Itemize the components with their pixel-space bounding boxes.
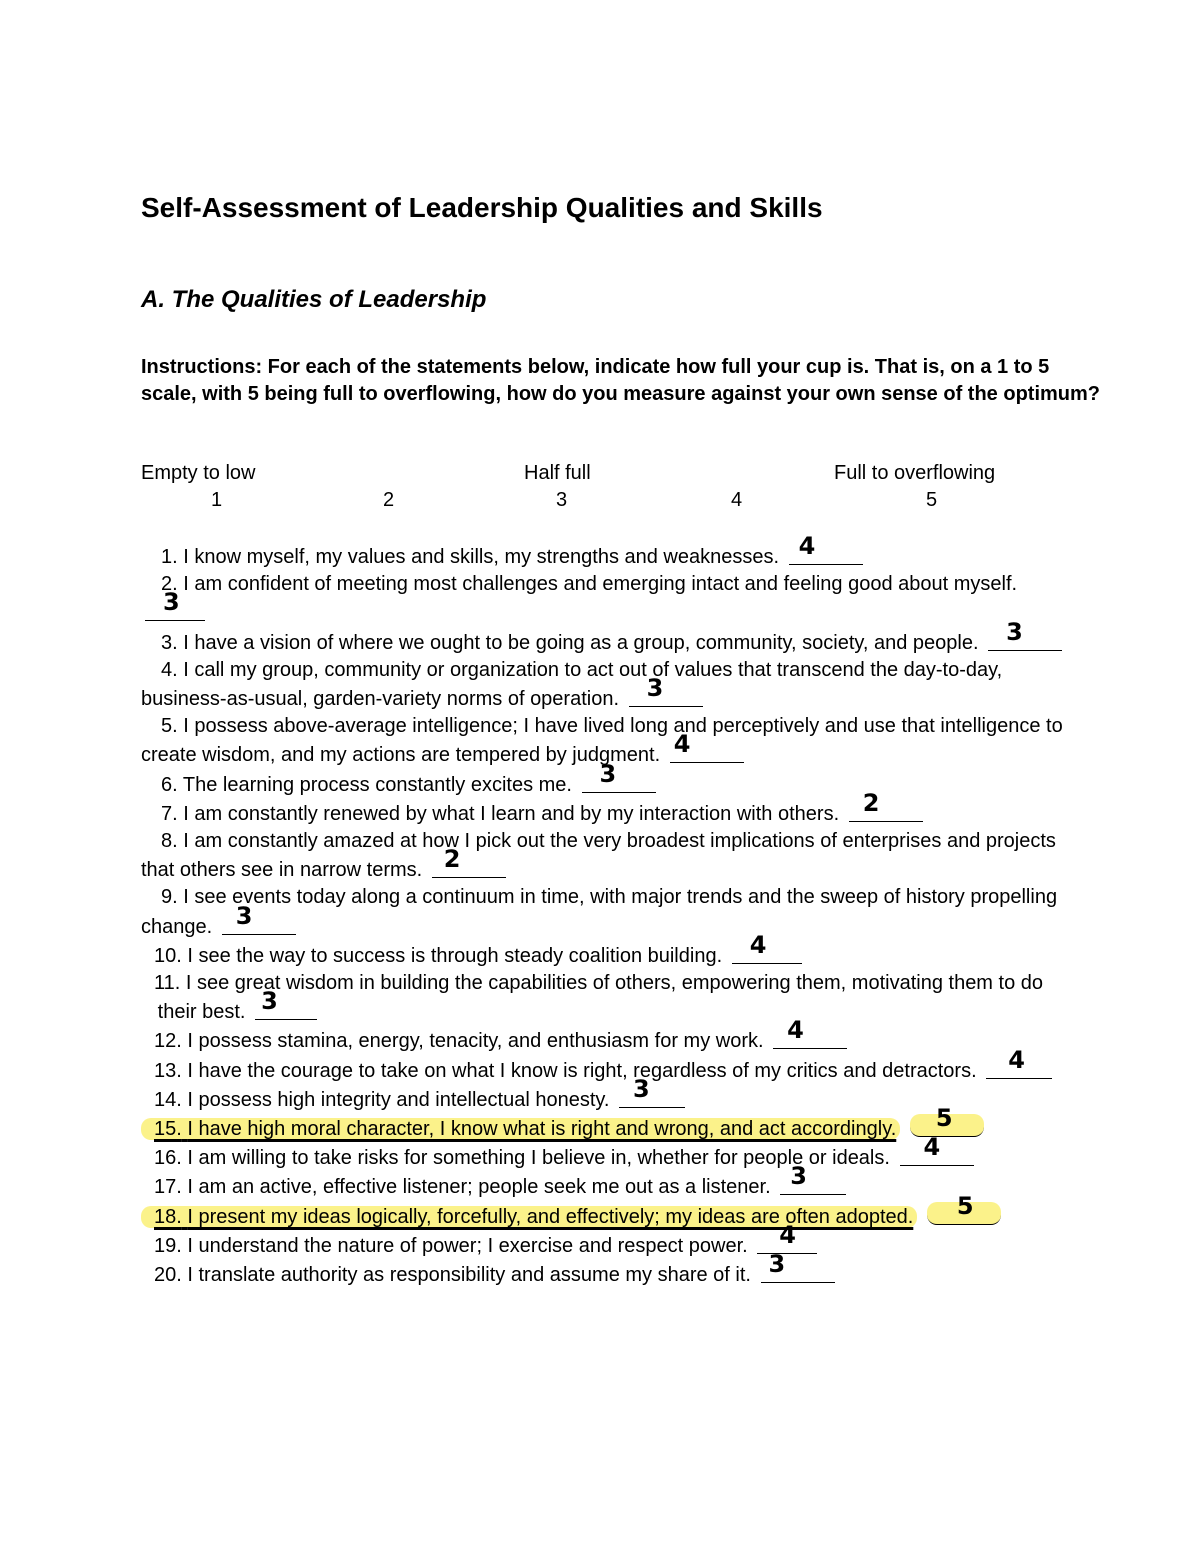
handwritten-answer: 3 xyxy=(633,1074,650,1103)
statement-number: 11. xyxy=(154,972,181,995)
answer-blank xyxy=(761,1250,835,1283)
statement-text: I am constantly renewed by what I learn and by my interaction with others. xyxy=(183,802,840,825)
statement-number: 1. xyxy=(161,546,178,568)
statement-number: 14. xyxy=(154,1088,182,1111)
scale-number-5: 5 xyxy=(926,489,938,511)
statement-number: 3. xyxy=(161,631,178,654)
statement-number: 4. xyxy=(161,658,178,681)
answer-blank xyxy=(629,674,703,707)
statement-item xyxy=(141,1045,1081,1085)
statement-text: The learning process constantly excites me. xyxy=(182,773,572,796)
statement-text: I have high moral character, I know what is right and wrong, and act accordingly. xyxy=(187,1118,897,1141)
answer-blank xyxy=(255,987,317,1020)
statement-text: I have the courage to take on what I know is right, regardless of my critics and detractors. xyxy=(187,1059,977,1082)
answer-blank xyxy=(900,1133,974,1166)
scale-label-low: Empty to low xyxy=(141,462,256,484)
statement-number: 10. xyxy=(154,944,182,967)
statement-item xyxy=(141,970,1081,1026)
answer-blank xyxy=(780,1162,846,1195)
answer-blank xyxy=(145,588,205,621)
statement-item xyxy=(141,1220,1081,1260)
answer-blank xyxy=(849,788,923,822)
answer-blank xyxy=(582,759,656,793)
answer-blank xyxy=(988,617,1062,651)
statement-text: I possess high integrity and intellectual honesty. xyxy=(187,1088,610,1111)
statement-number: 9. xyxy=(161,886,178,909)
statement-number: 8. xyxy=(161,830,178,853)
statement-item xyxy=(141,930,1081,970)
answer-blank xyxy=(222,901,296,935)
answer-blank xyxy=(757,1220,817,1254)
statement-text: I am an active, effective listener; people seek me out as a listener. xyxy=(187,1176,771,1199)
scale-number-3: 3 xyxy=(556,489,568,511)
handwritten-answer: 3 xyxy=(599,759,617,788)
handwritten-answer: 3 xyxy=(261,987,278,1016)
statement-text: I understand the nature of power; I exercise and respect power. xyxy=(187,1234,748,1257)
handwritten-answer: 4 xyxy=(798,532,816,560)
statement-number: 5. xyxy=(161,715,178,738)
statement-item xyxy=(141,571,1081,627)
statement-item xyxy=(141,617,1081,657)
section-heading: A. The Qualities of Leadership xyxy=(141,286,487,313)
statement-text: I am willing to take risks for something I believe in, whether for people or ideals. xyxy=(187,1147,890,1170)
answer-blank xyxy=(927,1191,1001,1225)
statement-item xyxy=(141,828,1081,884)
handwritten-answer: 3 xyxy=(790,1162,807,1191)
statement-number: 17. xyxy=(154,1176,182,1199)
scale-label-half: Half full xyxy=(524,462,591,484)
statement-number: 7. xyxy=(161,802,178,825)
highlighted-statement xyxy=(141,1118,900,1140)
statement-text: I see great wisdom in building the capabilities of others, empowering them, motivating them to do their best. xyxy=(141,972,1044,1024)
scale-number-4: 4 xyxy=(731,489,743,511)
handwritten-answer: 3 xyxy=(163,588,180,617)
handwritten-answer: 4 xyxy=(673,730,691,759)
instructions-text: Instructions: For each of the statements below, indicate how full your cup is. That is, on a 1 to 5 scale, with 5 being full to overflowing, how do you measure against your own sense of the optimum? xyxy=(141,356,1101,405)
handwritten-answer: 3 xyxy=(646,674,664,703)
statement-item xyxy=(141,1162,1081,1201)
document-title: Self-Assessment of Leadership Qualities and Skills xyxy=(141,192,823,223)
statement-text: I see events today along a continuum in time, with major trends and the sweep of history propelling change. xyxy=(141,886,1058,938)
statement-text: I translate authority as responsibility and assume my share of it. xyxy=(187,1264,751,1287)
answer-blank xyxy=(732,930,802,964)
statement-item xyxy=(141,1016,1081,1055)
statement-number: 13. xyxy=(154,1059,182,1082)
scale-number-2: 2 xyxy=(383,489,395,511)
statement-item xyxy=(141,657,1081,713)
answer-blank xyxy=(619,1074,685,1108)
statement-text: I present my ideas logically, forcefully, and effectively; my ideas are often adopted. xyxy=(187,1205,914,1228)
scale-label-full: Full to overflowing xyxy=(834,462,996,484)
answer-blank xyxy=(910,1104,984,1137)
scale-number-1: 1 xyxy=(211,489,223,511)
statement-number: 2. xyxy=(161,573,178,596)
handwritten-answer: 5 xyxy=(935,1104,953,1133)
statement-text: I am constantly amazed at how I pick out the very broadest implications of enterprises and projects that others see in narrow terms. xyxy=(141,830,1056,882)
statement-item xyxy=(141,1191,1081,1231)
handwritten-answer: 4 xyxy=(749,930,767,959)
handwritten-answer: 2 xyxy=(862,788,880,817)
statement-number: 20. xyxy=(154,1264,182,1287)
answer-blank xyxy=(670,730,744,763)
statement-item xyxy=(141,532,1081,571)
handwritten-answer: 4 xyxy=(923,1133,941,1162)
handwritten-answer: 4 xyxy=(779,1220,796,1249)
statement-text: I possess above-average intelligence; I have lived long and perceptively and use that intelligence to create wisdom, and my actions are tempered by judgment. xyxy=(141,715,1063,767)
handwritten-answer: 3 xyxy=(1006,617,1023,646)
statement-item xyxy=(141,884,1081,940)
handwritten-answer: 3 xyxy=(235,901,253,930)
statement-text: I see the way to success is through steady coalition building. xyxy=(187,944,723,967)
statement-number: 15. xyxy=(154,1118,182,1141)
statement-item xyxy=(141,1133,1081,1172)
statement-text: I know myself, my values and skills, my strengths and weaknesses. xyxy=(183,546,780,568)
statement-number: 12. xyxy=(154,1030,182,1053)
statement-text: I am confident of meeting most challenges and emerging intact and feeling good about myself. xyxy=(183,573,1018,596)
handwritten-answer: 2 xyxy=(443,845,461,874)
handwritten-answer: 4 xyxy=(787,1016,804,1045)
answer-blank xyxy=(432,845,506,878)
answer-blank xyxy=(773,1016,847,1049)
statement-text: I have a vision of where we ought to be going as a group, community, society, and people. xyxy=(183,631,979,654)
statement-text: I call my group, community or organization to act out of values that transcend the day-to-day, business-as-usual, garden-variety norms of operation. xyxy=(141,658,1003,711)
statement-number: 16. xyxy=(154,1147,182,1170)
statement-item xyxy=(141,759,1081,799)
handwritten-answer: 4 xyxy=(1008,1045,1025,1074)
statement-number: 18. xyxy=(154,1205,182,1228)
statement-list xyxy=(141,532,1081,1289)
statement-number: 19. xyxy=(154,1234,182,1257)
statement-number: 6. xyxy=(161,773,178,796)
answer-blank xyxy=(986,1045,1052,1079)
handwritten-answer: 3 xyxy=(768,1250,786,1279)
answer-blank xyxy=(789,532,863,565)
statement-item xyxy=(141,788,1081,828)
statement-text: I possess stamina, energy, tenacity, and enthusiasm for my work. xyxy=(187,1030,764,1053)
handwritten-answer: 5 xyxy=(956,1191,974,1220)
statement-item xyxy=(141,1250,1081,1289)
highlighted-statement xyxy=(141,1206,917,1228)
